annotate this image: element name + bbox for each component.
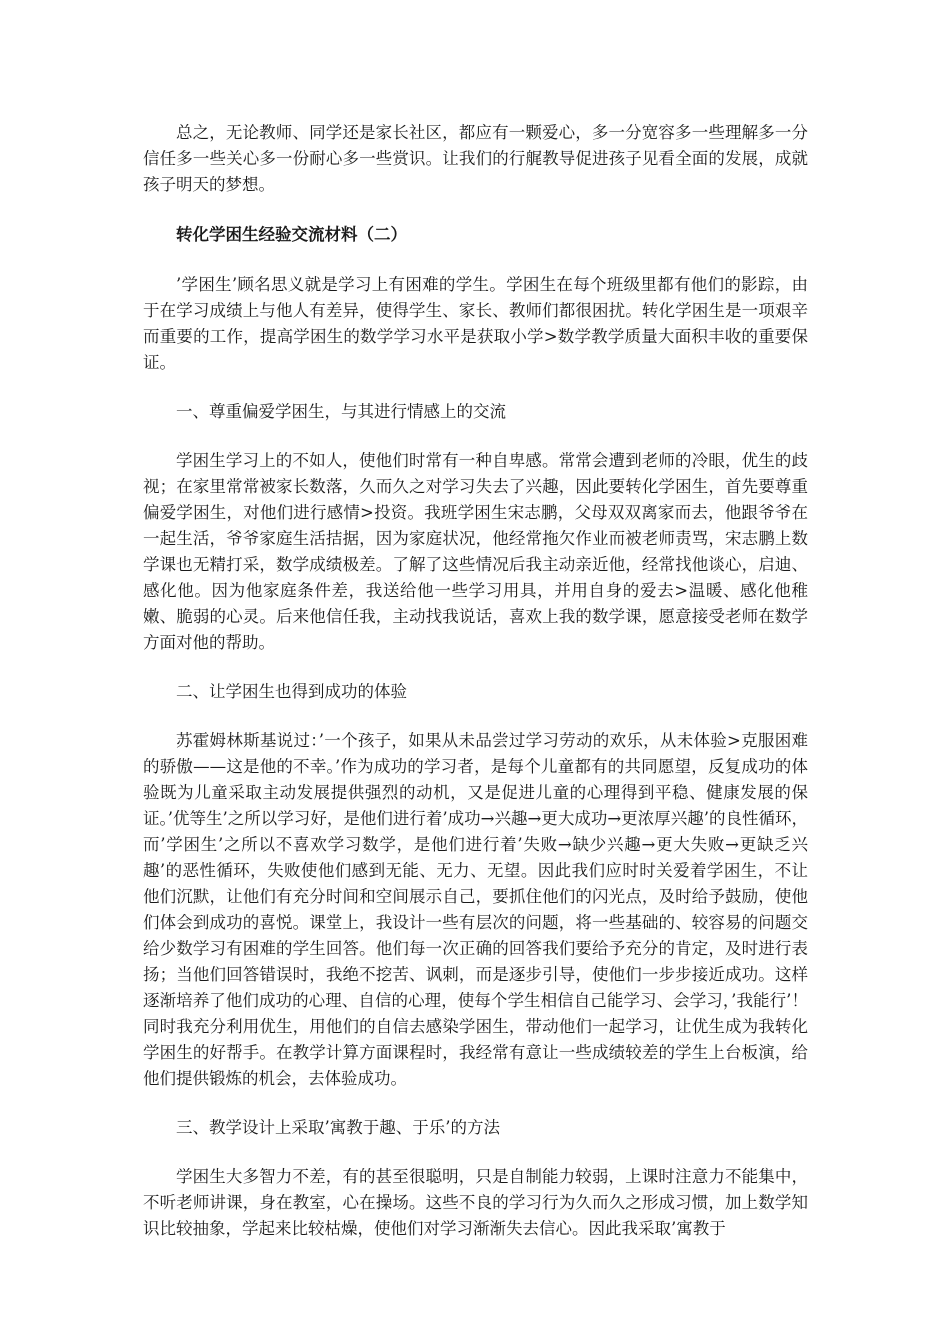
intro-paragraph: 总之，无论教师、同学还是家长社区，都应有一颗爱心，多一分宽容多一些理解多一分信任多一些关心多一份耐心多一些赏识。让我们的行艉教导促进孩子见看全面的发展，成就孩子明天的梦想。	[143, 123, 808, 194]
section-3-body: 学困生大多智力不差，有的甚至很聪明，只是自制能力较弱，上课时注意力不能集中，不听老师讲课，身在教室，心在操场。这些不良的学习行为久而久之形成习惯，加上数学知识比较抽象，学起来比较枯燥，使他们对学习渐渐失去信心。因此我采取’寓教于	[143, 1167, 808, 1238]
document-body	[143, 120, 808, 1242]
section-3-heading: 三、教学设计上采取’寓教于趣、于乐’的方法	[176, 1118, 500, 1137]
section-2-heading: 二、让学困生也得到成功的体验	[176, 682, 407, 701]
section-1-body: 学困生学习上的不如人，使他们时常有一种自卑感。常常会遭到老师的冷眼，优生的歧视；在家里常常被家长数落，久而久之对学习失去了兴趣，因此要转化学困生，首先要尊重偏爱学困生，对他们进行感情>投资。我班学困生宋志鹏，父母双双离家而去，他跟爷爷在一起生活，爷爷家庭生活拮据，因为家庭状况，他经常拖欠作业而被老师责骂，宋志鹏上数学课也无精打采，数学成绩极差。了解了这些情况后我主动亲近他，经常找他谈心，启迪、感化他。因为他家庭条件差，我送给他一些学习用具，并用自身的爱去>温暖、感化他稚嫩、脆弱的心灵。后来他信任我，主动找我说话，喜欢上我的数学课，愿意接受老师在数学方面对他的帮助。	[143, 451, 808, 652]
document-title: 转化学困生经验交流材料（二）	[176, 225, 407, 244]
section-1-heading: 一、尊重偏爱学困生，与其进行情感上的交流	[176, 402, 506, 421]
section-2-body: 苏霍姆林斯基说过：’一个孩子，如果从未品尝过学习劳动的欢乐，从未体验>克服困难的骄傲——这是他的不幸。’作为成功的学习者，是每个儿童都有的共同愿望，反复成功的体验既为儿童采取主动发展提供强烈的动机，又是促进儿童的心理得到平稳、健康发展的保证。’优等生’之所以学习好，是他们进行着’成功→兴趣→更大成功→更浓厚兴趣’的良性循环，而’学困生’之所以不喜欢学习数学，是他们进行着’失败→缺少兴趣→更大失败→更缺乏兴趣’的恶性循环，失败使他们感到无能、无力、无望。因此我们应时时关爱着学困生，不让他们沉默，让他们有充分时间和空间展示自己，要抓住他们的闪光点，及时给予鼓励，使他们体会到成功的喜悦。课堂上，我设计一些有层次的问题，将一些基础的、较容易的问题交给少数学习有困难的学生回答。他们每一次正确的回答我们要给予充分的肯定，及时进行表扬；当他们回答错误时，我绝不挖苦、讽刺，而是逐步引导，使他们一步步接近成功。这样逐渐培养了他们成功的心理、自信的心理，使每个学生相信自己能学习、会学习，’我能行’！同时我充分利用优生，用他们的自信去感染学困生，带动他们一起学习，让优生成为我转化学困生的好帮手。在教学计算方面课程时，我经常有意让一些成绩较差的学生上台板演，给他们提供锻炼的机会，去体验成功。	[143, 731, 808, 1088]
opening-paragraph: ’学困生’顾名思义就是学习上有困难的学生。学困生在每个班级里都有他们的影踪，由于在学习成绩上与他人有差异，使得学生、家长、教师们都很困扰。转化学困生是一项艰辛而重要的工作，提高学困生的数学学习水平是获取小学>数学教学质量大面积丰收的重要保证。	[143, 275, 808, 372]
